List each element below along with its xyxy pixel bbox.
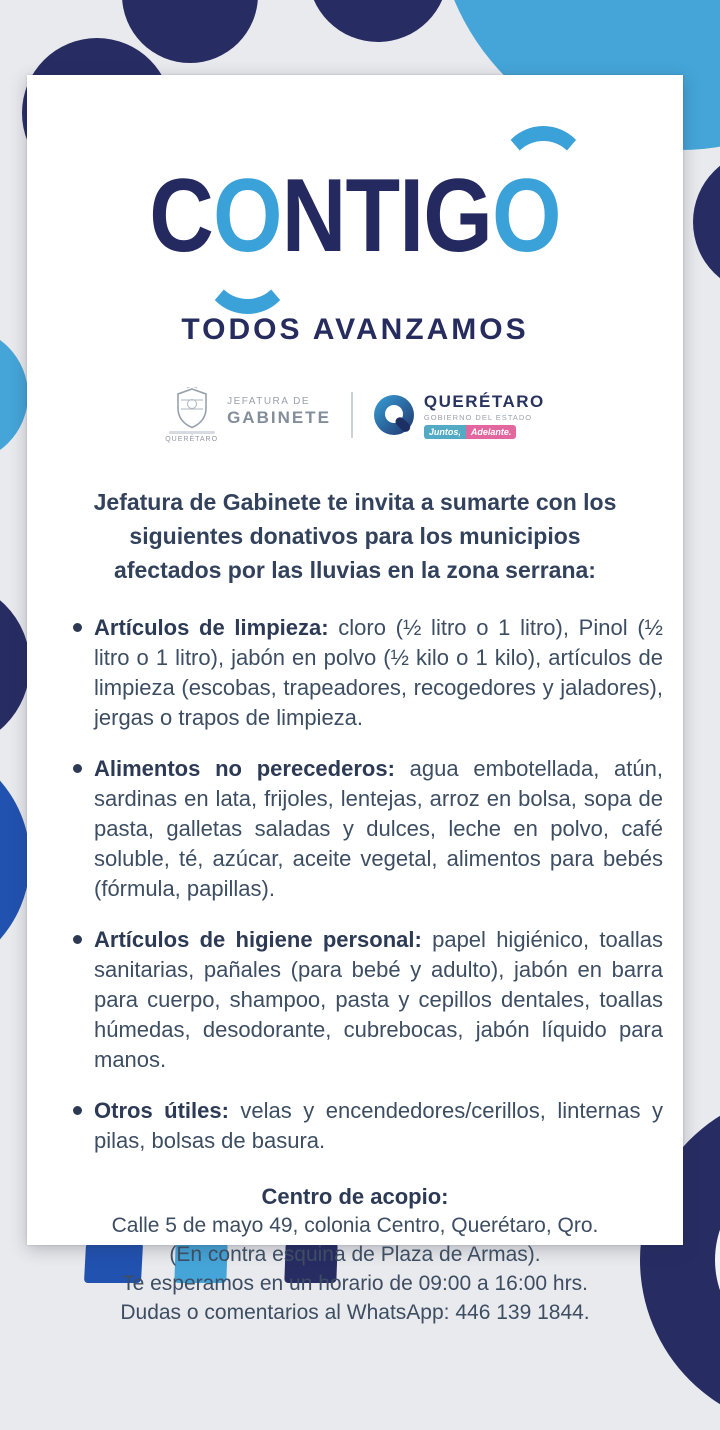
bg-shape-left-navy: [0, 580, 30, 750]
item-text: papel higiénico, toallas sanitarias, pañales (para bebé y adulto), jabón en barra para cuerpo, shampoo, pasta y cepillos dentales, toallas húmedas, desodorante, cubrebocas, jabón líquido para manos.: [94, 927, 664, 1072]
arch-arc-icon: [499, 126, 588, 214]
footer-hours: Te esperamos en un horario de 09:00 a 16:00 hrs.: [122, 1272, 588, 1295]
footer-reference: (En contra esquina de Plaza de Armas).: [169, 1243, 541, 1266]
flyer-card: [27, 75, 683, 1324]
logo-letter-o1: [213, 158, 282, 274]
queretaro-text: [424, 392, 545, 439]
jefatura-line2: GABINETE: [227, 408, 331, 427]
queretaro-name: QUERÉTARO: [423, 391, 545, 411]
logo-divider: [351, 392, 353, 438]
item-title: Alimentos no perecederos:: [94, 756, 395, 781]
bullet-dot: [73, 764, 82, 773]
item-text: velas y encendedores/cerillos, linternas y pilas, bolsas de basura.: [94, 1098, 663, 1153]
smile-arc-icon: [203, 226, 292, 314]
juntos-adelante-badge: [424, 425, 517, 439]
bg-shape-right-mid: [693, 150, 720, 294]
logo-letter-c: C: [149, 158, 214, 274]
badge-adelante: Adelante.: [466, 425, 517, 439]
item-title: Artículos de limpieza:: [94, 615, 329, 640]
partner-logos: [27, 385, 683, 445]
list-item-limpieza: [73, 613, 663, 733]
item-title: Otros útiles:: [94, 1098, 229, 1123]
item-text: agua embotellada, atún, sardinas en lata, frijoles, lentejas, arroz en bolsa, sopa de pasta, galletas saladas y dulces, leche en polvo, café soluble, té, azúcar, aceite vegetal, alimentos para bebés (fórmula, papillas).: [94, 756, 663, 901]
queretaro-gobierno-logo: [373, 392, 545, 439]
logo-o2-glyph: O: [491, 158, 561, 274]
logo-letter-o2: [491, 158, 561, 274]
bullet-dot: [73, 935, 82, 944]
list-item-alimentos: [73, 754, 663, 904]
micro-text-bar: [169, 431, 215, 434]
shield-icon: [175, 387, 209, 429]
jefatura-line1: JEFATURA DE: [227, 396, 311, 407]
gobierno-sub: GOBIERNO DEL ESTADO: [423, 412, 533, 422]
bg-shape-top-right-blob: [308, 0, 448, 42]
footer-whatsapp: Dudas o comentarios al WhatsApp: 446 139 1844.: [120, 1301, 590, 1324]
tagline: TODOS AVANZAMOS: [181, 313, 529, 346]
coat-of-arms: [165, 387, 218, 443]
donation-list: [27, 613, 683, 1156]
logo-o1-glyph: O: [213, 158, 282, 274]
item-title: Artículos de higiene personal:: [94, 927, 422, 952]
intro-paragraph: Jefatura de Gabinete te invita a sumarte con los siguientes donativos para los municipios afectados por las lluvias en la zona serrana:: [93, 489, 617, 583]
footer-address: Calle 5 de mayo 49, colonia Centro, Querétaro, Qro.: [111, 1214, 599, 1237]
bg-shape-left-royal: [0, 740, 30, 980]
bg-shape-left-blue: [0, 327, 28, 463]
badge-juntos: Juntos,: [424, 425, 466, 439]
collection-center-info: [27, 1182, 683, 1327]
q-mark-icon: [373, 394, 415, 436]
item-text: cloro (½ litro o 1 litro), Pinol (½ litro o 1 litro), jabón en polvo (½ kilo o 1 kilo), artículos de limpieza (escobas, trapeadores, recogedores y jaladores), jergas o trapos de limpieza.: [94, 615, 663, 730]
bullet-dot: [73, 623, 82, 632]
list-item-higiene: [73, 925, 663, 1075]
seal-caption: QUERÉTARO: [165, 436, 219, 443]
jefatura-text: [227, 396, 331, 428]
jefatura-gabinete-logo: [165, 387, 331, 443]
logo-letters-ntig: NTIG: [281, 158, 492, 274]
list-item-otros: [73, 1096, 663, 1156]
bullet-dot: [73, 1106, 82, 1115]
contigo-logo: [73, 158, 637, 274]
footer-title: Centro de acopio:: [261, 1184, 449, 1209]
